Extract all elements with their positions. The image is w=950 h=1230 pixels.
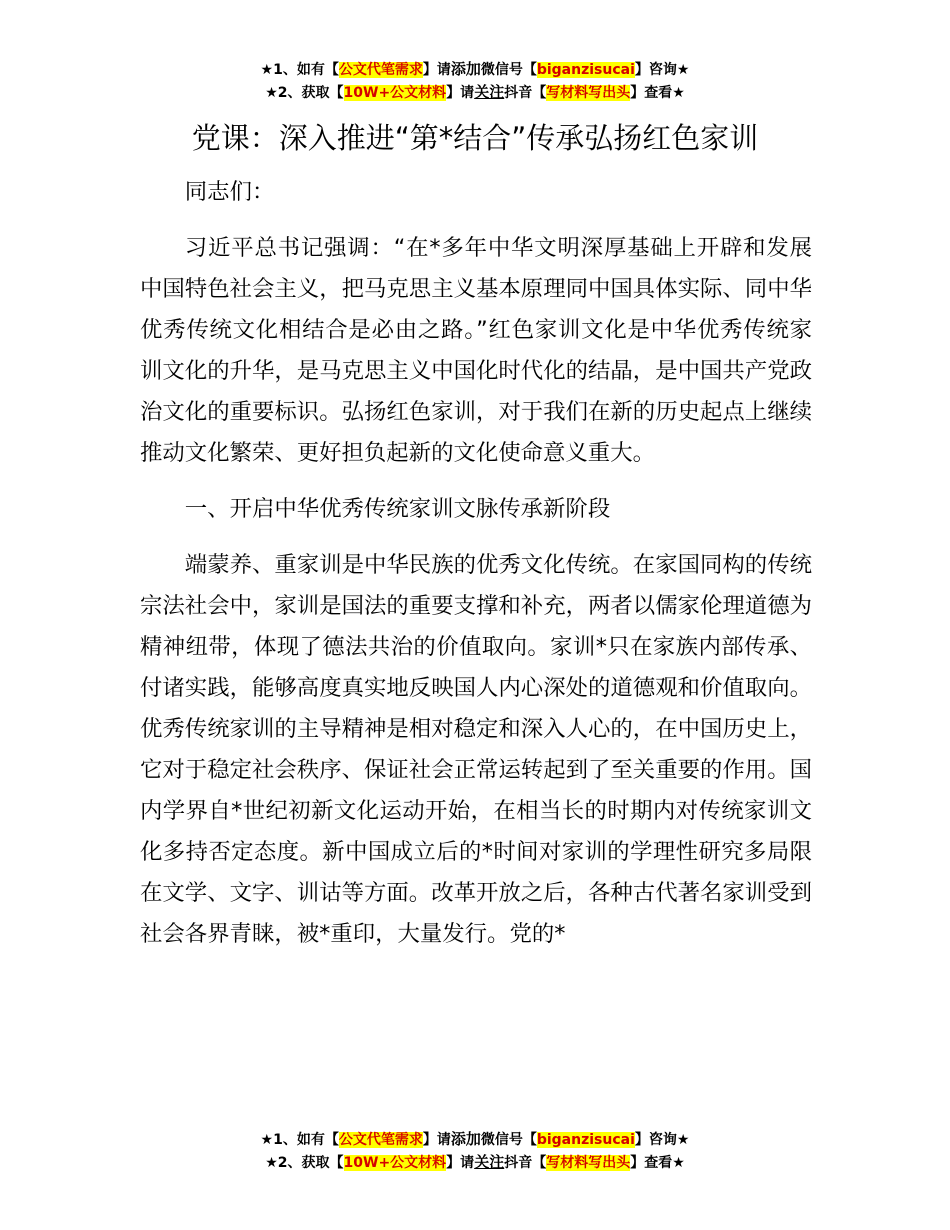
banner-highlight: biganzisucai <box>536 62 635 78</box>
salutation: 同志们： <box>184 179 275 205</box>
banner-emphasis: 添加 <box>450 1130 481 1148</box>
banner-text: 】请 <box>446 1155 475 1171</box>
banner-line-1 <box>0 58 950 81</box>
banner-text: ★1、如有【 <box>260 1132 339 1148</box>
banner-text: 】请 <box>422 1132 451 1148</box>
banner-text: 】咨询★ <box>634 62 690 78</box>
banner-highlight: 公文代笔需求 <box>338 62 423 78</box>
banner-text: 】请 <box>422 62 451 78</box>
document-title: 党课：深入推进“第*结合”传承弘扬红色家训 <box>191 121 759 155</box>
body-paragraph: 端蒙养、重家训是中华民族的优秀文化传统。在家国同构的传统宗法社会中，家训是国法的重要支撑和补充，两者以儒家伦理道德为精神纽带，体现了德法共治的价值取向。家训*只在家族内部传承、付诸实践，能够高度真实地反映国人内心深处的道德观和价值取向。优秀传统家训的主导精神是相对稳定和深入人心的，在中国历史上，它对于稳定社会秩序、保证社会正常运转起到了至关重要的作用。国内学界自*世纪初新文化运动开始，在相当长的时期内对传统家训文化多持否定态度。新中国成立后的*时间对家训的学理性研究多局限在文学、文字、训诂等方面。改革开放之后，各种古代著名家训受到社会各界青睐，被*重印，大量发行。党的* <box>140 552 812 947</box>
banner-text: 微信号【 <box>480 1132 537 1148</box>
banner-highlight: 写材料写出头 <box>546 1155 631 1171</box>
banner-text: 】查看★ <box>630 1155 685 1171</box>
banner-line-1 <box>0 1128 950 1151</box>
banner-text: 】查看★ <box>630 85 685 101</box>
banner-text: ★1、如有【 <box>260 62 339 78</box>
banner-highlight: 公文代笔需求 <box>338 1132 423 1148</box>
footer-banner <box>0 1128 950 1174</box>
banner-line-2 <box>0 81 950 104</box>
banner-text: 】咨询★ <box>634 1132 690 1148</box>
section-heading: 一、开启中华优秀传统家训文脉传承新阶段 <box>184 496 611 522</box>
banner-highlight: 写材料写出头 <box>546 85 631 101</box>
banner-emphasis: 关注 <box>474 83 505 101</box>
banner-text: 微信号【 <box>480 62 537 78</box>
banner-line-2 <box>0 1151 950 1174</box>
banner-highlight: biganzisucai <box>536 1132 635 1148</box>
banner-text: 】请 <box>446 85 475 101</box>
banner-highlight: 10W+公文材料 <box>343 85 447 101</box>
banner-emphasis: 关注 <box>474 1153 505 1171</box>
banner-text: 抖音【 <box>504 85 547 101</box>
body-paragraph: 习近平总书记强调：“在*多年中华文明深厚基础上开辟和发展中国特色社会主义，把马克思主义基本原理同中国具体实际、同中华优秀传统文化相结合是必由之路。”红色家训文化是中华优秀传统家训文化的升华，是马克思主义中国化时代化的结晶，是中国共产党政治文化的重要标识。弘扬红色家训，对于我们在新的历史起点上继续推动文化繁荣、更好担负起新的文化使命意义重大。 <box>140 235 812 466</box>
banner-emphasis: 添加 <box>450 60 481 78</box>
banner-text: 抖音【 <box>504 1155 547 1171</box>
banner-highlight: 10W+公文材料 <box>343 1155 447 1171</box>
document-body <box>140 172 812 955</box>
banner-text: ★2、获取【 <box>265 85 344 101</box>
banner-text: ★2、获取【 <box>265 1155 344 1171</box>
header-banner <box>0 58 950 104</box>
